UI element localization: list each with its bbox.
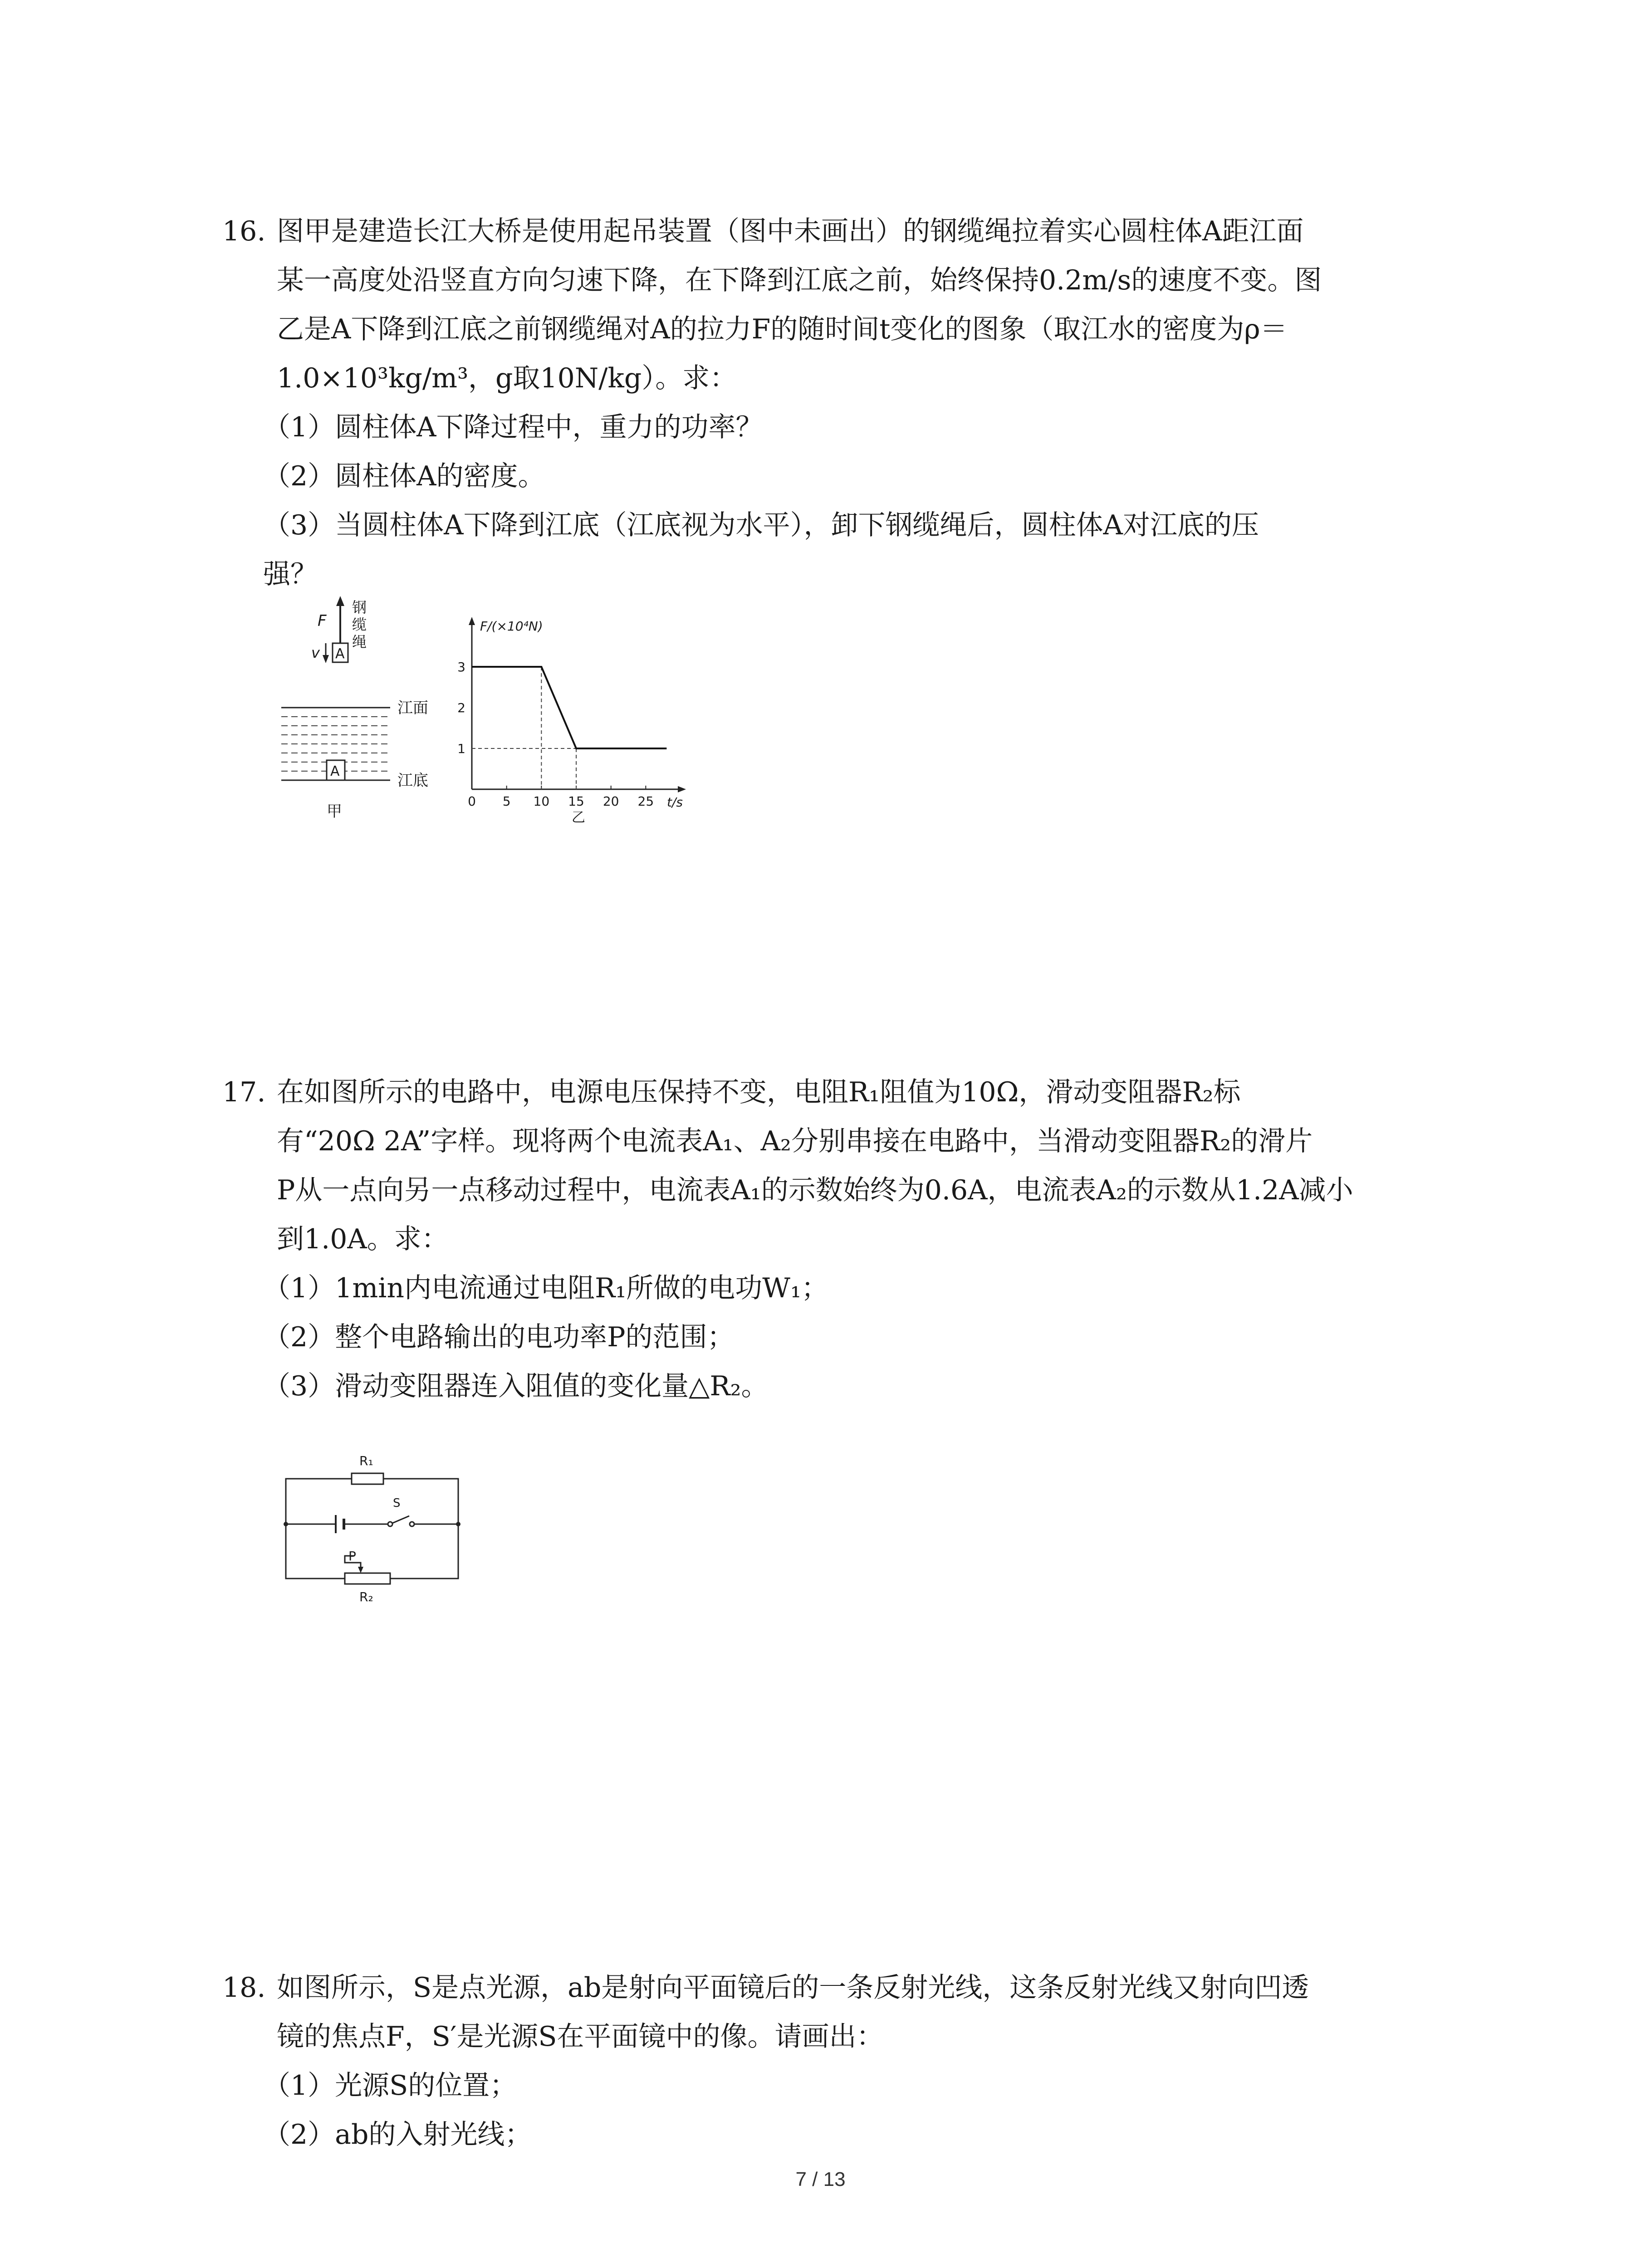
- r2-label: R₂: [359, 1589, 373, 1604]
- cable-label-3: 绳: [352, 633, 367, 650]
- question-text-line: P从一点向另一点移动过程中，电流表A₁的示数始终为0.6A，电流表A₂的示数从1.2A减小: [277, 1174, 1353, 1206]
- figure-yi-chart: [454, 608, 708, 826]
- switch-contact: [388, 1522, 392, 1526]
- question-part: （2）圆柱体A的密度。: [263, 460, 545, 492]
- x-tick-label: 25: [637, 794, 654, 809]
- x-tick-label: 0: [468, 794, 476, 809]
- figure-caption-yi: 乙: [572, 810, 585, 826]
- force-label: F: [318, 612, 327, 630]
- cable-label-1: 钢: [352, 599, 367, 616]
- x-tick-label: 5: [502, 794, 511, 809]
- cylinder-a-bottom-label: A: [330, 763, 340, 779]
- y-axis-label: F/(×10⁴N): [480, 619, 543, 634]
- wire-top-left: [286, 1479, 352, 1524]
- r1-label: R₁: [359, 1453, 373, 1468]
- question-text-line: 到1.0A。求：: [277, 1223, 449, 1255]
- question-text-line: 某一高度处沿竖直方向匀速下降，在下降到江底之前，始终保持0.2m/s的速度不变。图: [277, 264, 1322, 296]
- question-number: 17.: [222, 1076, 266, 1108]
- question-18: [222, 1963, 1474, 2159]
- question-text-line: 乙是A下降到江底之前钢缆绳对A的拉力F的随时间t变化的图象（取江水的密度为ρ＝: [277, 313, 1288, 345]
- cylinder-a-label: A: [335, 646, 345, 662]
- junction-dot: [456, 1522, 460, 1526]
- x-axis-arrow: [678, 786, 686, 792]
- force-arrow: [336, 596, 344, 606]
- slider-arrow: [358, 1567, 363, 1573]
- x-tick-label: 15: [568, 794, 584, 809]
- question-part: （2）ab的入射光线；: [263, 2119, 532, 2151]
- resistor-r1: [352, 1473, 383, 1484]
- y-axis-arrow: [469, 617, 475, 625]
- question-17: [222, 1068, 1474, 1411]
- velocity-arrow: [323, 655, 329, 663]
- switch-contact: [410, 1522, 414, 1526]
- cable-label-2: 缆: [352, 616, 367, 633]
- figure-jia: [272, 590, 454, 826]
- question-number: 18.: [222, 1972, 266, 2004]
- velocity-label: v: [311, 644, 320, 661]
- switch-label: S: [393, 1496, 401, 1510]
- question-text-line: 1.0×10³kg/m³，g取10N/kg）。求：: [277, 362, 737, 394]
- bottom-label: 江底: [397, 772, 428, 790]
- switch-blade: [390, 1516, 409, 1524]
- rheostat-r2: [345, 1573, 390, 1584]
- question-text-line: 在如图所示的电路中，电源电压保持不变，电阻R₁阻值为10Ω，滑动变阻器R₂标: [277, 1076, 1241, 1108]
- question-part: （1）1min内电流通过电阻R₁所做的电功W₁；: [263, 1272, 829, 1304]
- question-number: 16.: [222, 215, 266, 247]
- y-tick-label: 1: [457, 741, 465, 756]
- surface-label: 江面: [397, 699, 428, 717]
- y-tick-label: 3: [457, 660, 465, 675]
- question-part: （1）光源S的位置；: [263, 2070, 517, 2102]
- question-text-line: 如图所示，S是点光源，ab是射向平面镜后的一条反射光线，这条反射光线又射向凹透: [277, 1972, 1309, 2004]
- question-text-line: 有“20Ω 2A”字样。现将两个电流表A₁、A₂分别串接在电路中，当滑动变阻器R₂的滑片: [277, 1125, 1313, 1157]
- series-line: [472, 667, 666, 748]
- slider-p-label: P: [348, 1549, 356, 1564]
- question-part: （3）滑动变阻器连入阻值的变化量△R₂。: [263, 1370, 769, 1402]
- question-16: [222, 207, 1474, 599]
- question-text-line: 镜的焦点F，S′是光源S在平面镜中的像。请画出：: [277, 2021, 884, 2053]
- y-tick-label: 2: [457, 700, 465, 715]
- junction-dot: [284, 1522, 288, 1526]
- question-part: （3）当圆柱体A下降到江底（江底视为水平），卸下钢缆绳后，圆柱体A对江底的压: [263, 509, 1259, 541]
- figure-caption-jia: 甲: [327, 802, 342, 821]
- question-text-line: 图甲是建造长江大桥是使用起吊装置（图中未画出）的钢缆绳拉着实心圆柱体A距江面: [277, 215, 1304, 247]
- page-number: 7 / 13: [795, 2168, 846, 2190]
- circuit-diagram: [272, 1447, 481, 1619]
- x-tick-label: 20: [603, 794, 619, 809]
- question-part: （2）整个电路输出的电功率P的范围；: [263, 1321, 735, 1353]
- x-axis-label: t/s: [667, 795, 683, 810]
- question-part: （1）圆柱体A下降过程中，重力的功率？: [263, 411, 763, 443]
- wire-bottom-right: [390, 1524, 458, 1579]
- question-part: 强？: [263, 558, 318, 590]
- x-tick-label: 10: [533, 794, 550, 809]
